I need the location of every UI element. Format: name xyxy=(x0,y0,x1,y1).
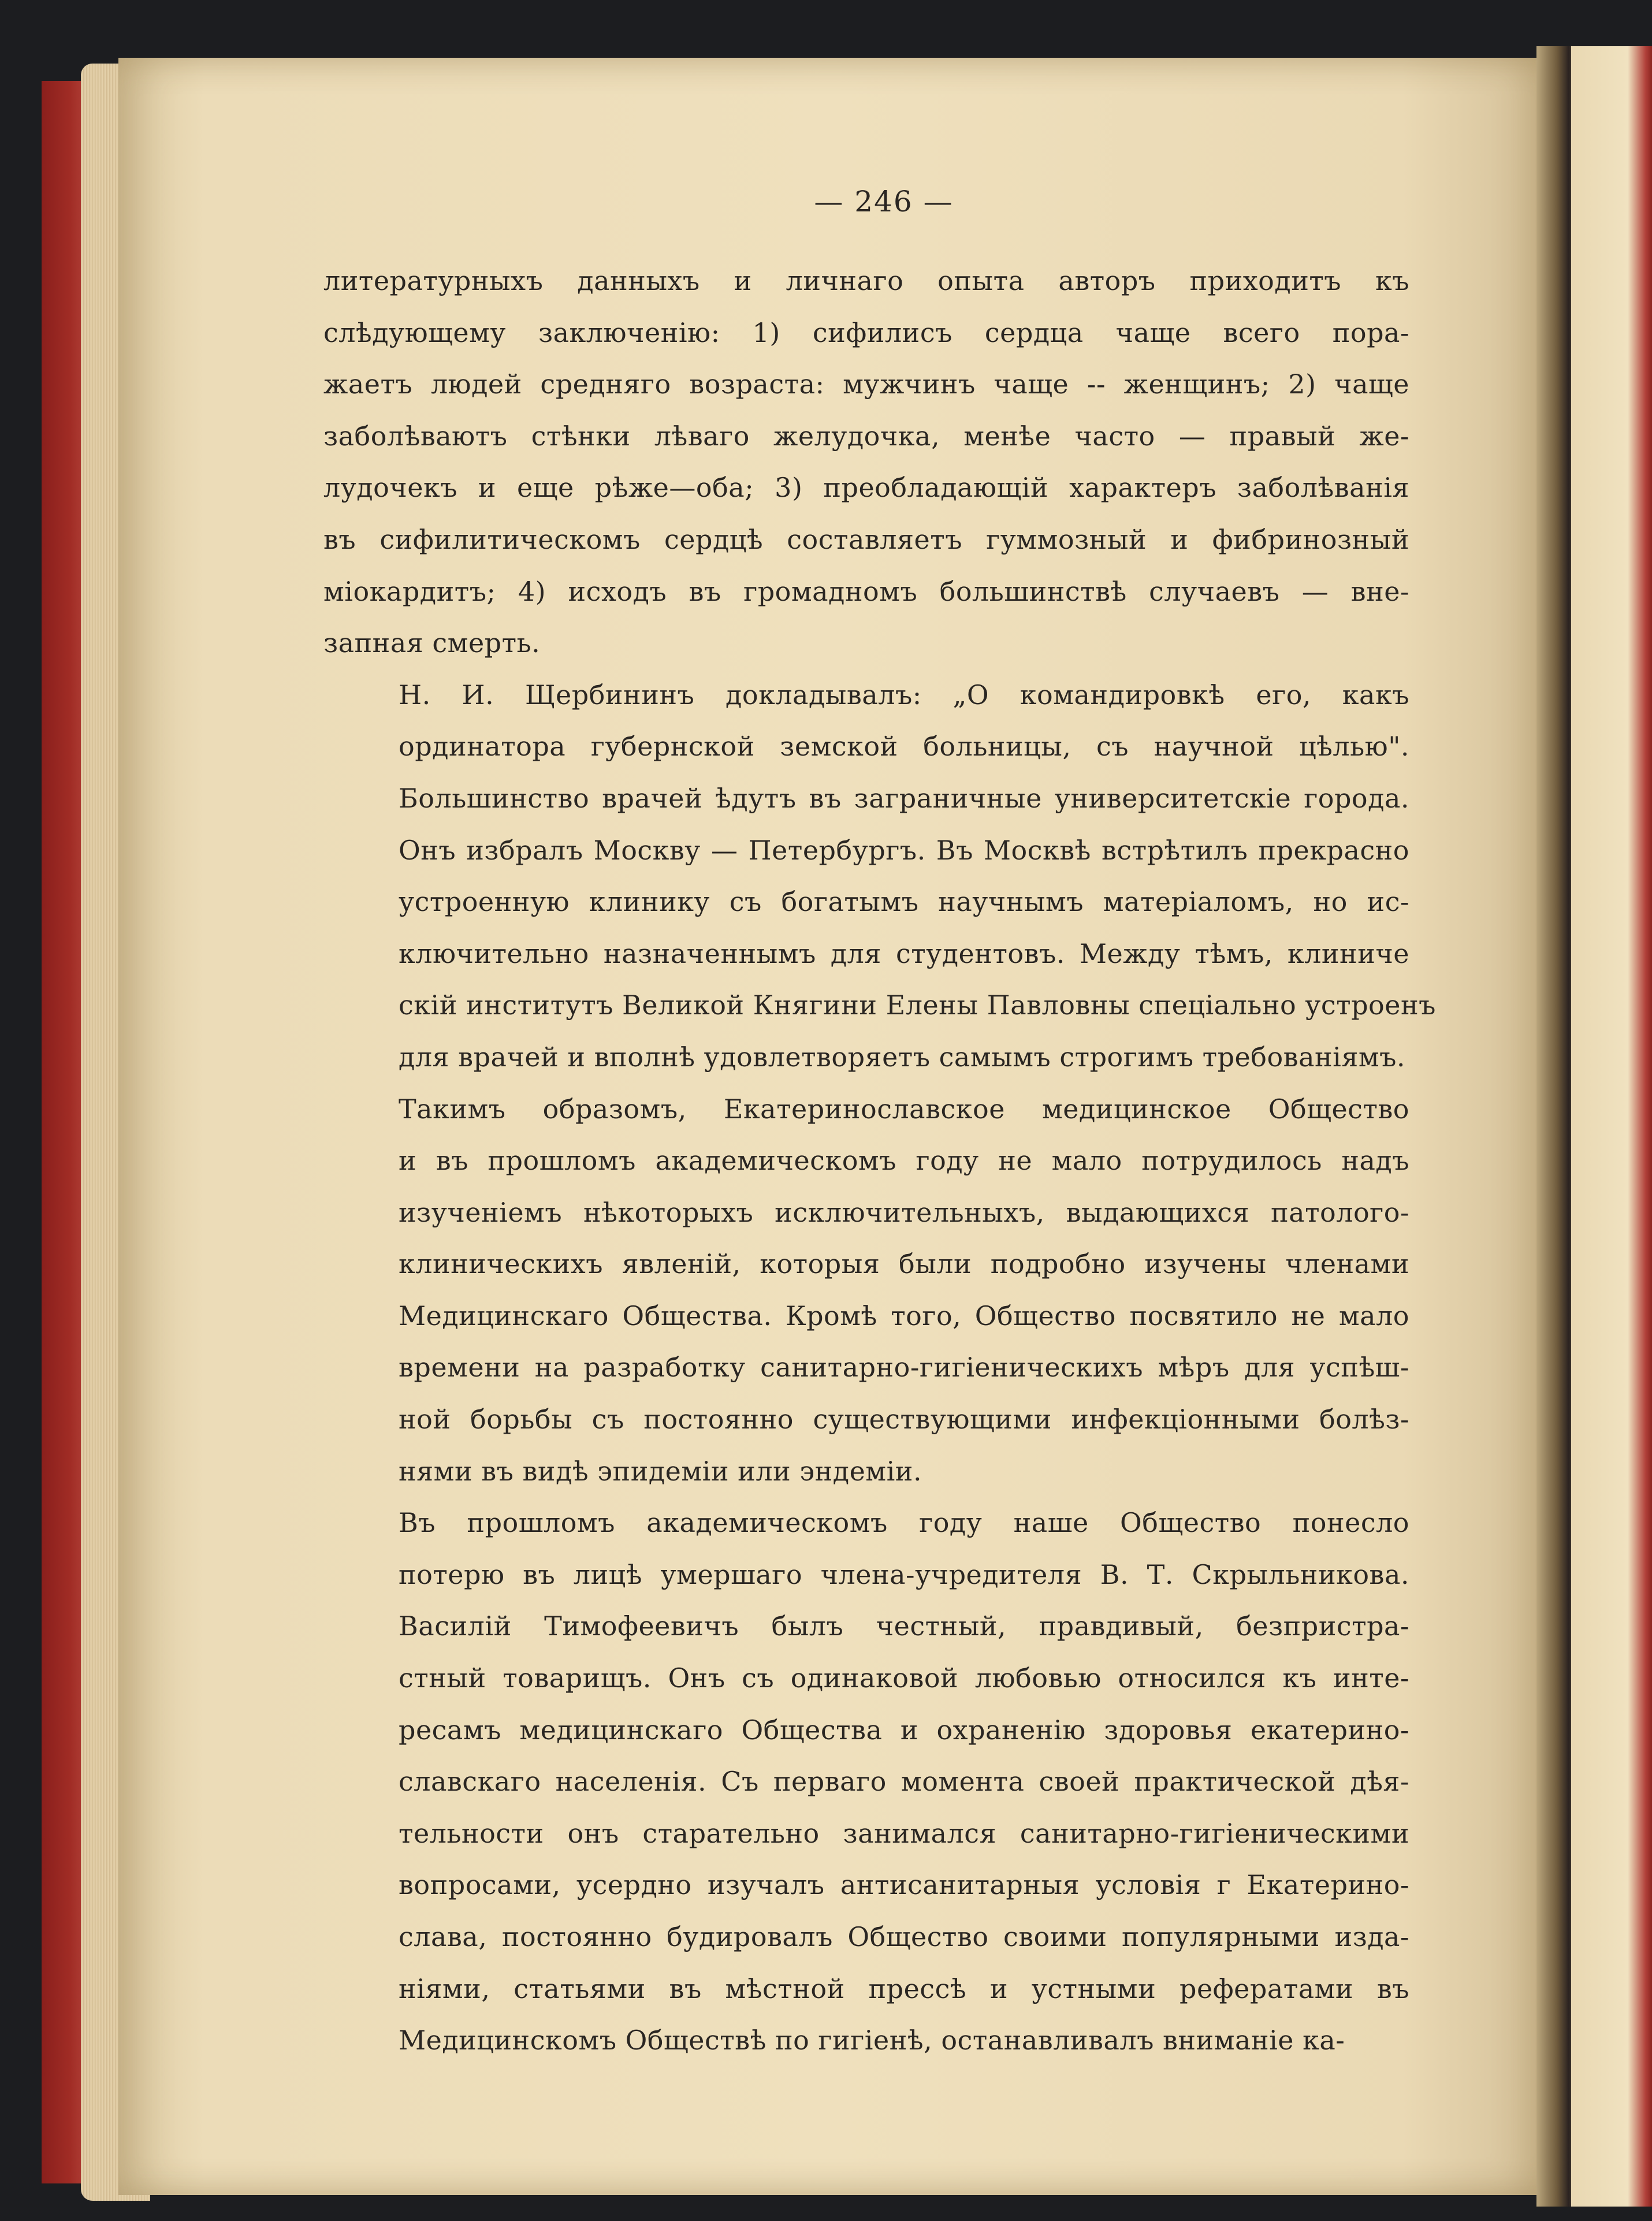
text-line: изученіемъ нѣкоторыхъ исключительныхъ, выдающихся патолого- xyxy=(399,1196,1409,1228)
text-line: для врачей и вполнѣ удовлетворяетъ самымъ строгимъ требованіямъ. xyxy=(399,1041,1406,1073)
paragraph-p1 xyxy=(323,255,1409,669)
text-line: клиническихъ явленій, которыя были подробно изучены членами xyxy=(399,1248,1409,1280)
text-line: вопросами, усердно изучалъ антисанитарныя условія г Екатерино- xyxy=(399,1869,1409,1901)
text-line: устроенную клинику съ богатымъ научнымъ матеріаломъ, но ис- xyxy=(399,886,1409,918)
text-line: ординатора губернской земской больницы, съ научной цѣлью". xyxy=(399,731,1409,762)
text-line: Василій Тимофеевичъ былъ честный, правдивый, безпристра- xyxy=(399,1610,1409,1642)
paragraph-p3 xyxy=(323,1084,1409,1498)
text-line: запная смерть. xyxy=(323,627,541,659)
text-line: ніями, статьями въ мѣстной прессѣ и устными рефератами въ xyxy=(399,1973,1409,2004)
text-line: Н. И. Щербининъ докладывалъ: „О командировкѣ его, какъ xyxy=(399,679,1409,710)
paragraphs xyxy=(323,255,1436,2067)
text-line: стный товарищъ. Онъ съ одинаковой любовью относился къ инте- xyxy=(399,1662,1409,1694)
paragraph-p4 xyxy=(323,1497,1409,2067)
text-line: славскаго населенія. Съ перваго момента своей практической дѣя- xyxy=(399,1766,1409,1798)
text-line: скій институтъ Великой Княгини Елены Павловны спеціально устроенъ xyxy=(399,989,1436,1021)
text-line: лудочекъ и еще рѣже—оба; 3) преобладающій характеръ заболѣванія xyxy=(323,472,1409,504)
text-line: жаетъ людей средняго возраста: мужчинъ чаще -- женщинъ; 2) чаще xyxy=(323,369,1409,400)
text-line: въ сифилитическомъ сердцѣ составляетъ гуммозный и фибринозный xyxy=(323,523,1409,555)
text-line: ресамъ медицинскаго Общества и охраненію здоровья екатерино- xyxy=(399,1714,1409,1746)
paragraph-p2 xyxy=(323,669,1436,1084)
next-page-edge xyxy=(1571,46,1652,2207)
text-line: и въ прошломъ академическомъ году не мало потрудилось надъ xyxy=(399,1145,1409,1177)
page-number: — 246 — xyxy=(814,185,954,218)
text-line: заболѣваютъ стѣнки лѣваго желудочка, менѣе часто — правый же- xyxy=(323,420,1409,452)
text-line: литературныхъ данныхъ и личнаго опыта авторъ приходитъ къ xyxy=(323,265,1409,296)
text-line: Въ прошломъ академическомъ году наше Общество понесло xyxy=(399,1507,1409,1539)
text-line: міокардитъ; 4) исходъ въ громадномъ большинствѣ случаевъ — вне- xyxy=(323,575,1409,607)
text-line: Онъ избралъ Москву — Петербургъ. Въ Москвѣ встрѣтилъ прекрасно xyxy=(399,834,1409,866)
text-line: времени на разработку санитарно-гигіеническихъ мѣръ для успѣш- xyxy=(399,1352,1409,1383)
text-line: Медицинскомъ Обществѣ по гигіенѣ, останавливалъ вниманіе ка- xyxy=(399,2025,1345,2056)
text-line: нями въ видѣ эпидеміи или эндеміи. xyxy=(399,1455,922,1487)
text-line: ключительно назначеннымъ для студентовъ. Между тѣмъ, клиниче xyxy=(399,937,1409,969)
text-line: ной борьбы съ постоянно существующими инфекціонными болѣз- xyxy=(399,1404,1409,1435)
page-text xyxy=(323,185,1436,2067)
text-line: тельности онъ старательно занимался санитарно-гигіеническими xyxy=(399,1817,1409,1849)
text-line: слава, постоянно будировалъ Общество своими популярными изда- xyxy=(399,1921,1409,1952)
text-line: Медицинскаго Общества. Кромѣ того, Общество посвятило не мало xyxy=(399,1300,1409,1331)
text-line: потерю въ лицѣ умершаго члена-учредителя В. Т. Скрыльникова. xyxy=(399,1558,1409,1590)
text-line: Большинство врачей ѣдутъ въ заграничные университетскіе города. xyxy=(399,782,1409,814)
text-line: Такимъ образомъ, Екатеринославское медицинское Общество xyxy=(399,1093,1409,1125)
text-line: слѣдующему заключенію: 1) сифилисъ сердца чаще всего пора- xyxy=(323,317,1409,348)
